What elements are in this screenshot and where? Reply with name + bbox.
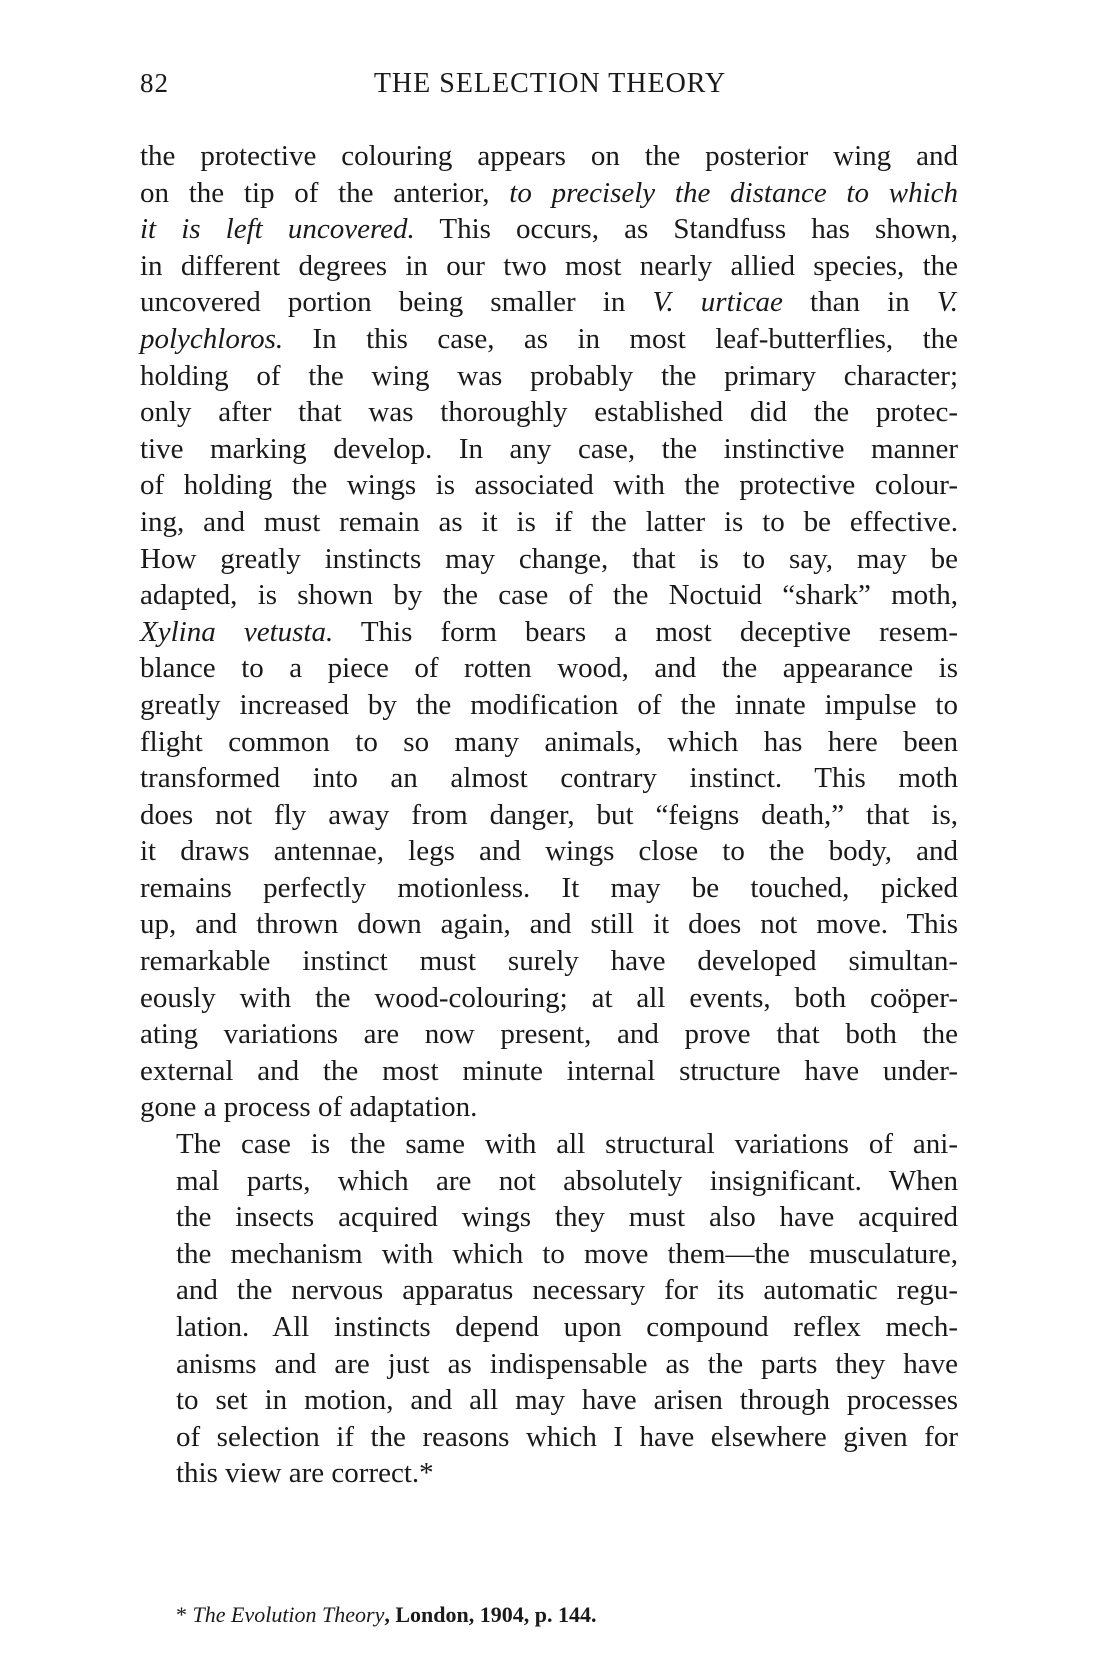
italic-run: to precisely the distance to which <box>509 176 958 209</box>
paragraph-2 <box>140 1126 958 1492</box>
text-line <box>140 943 958 980</box>
italic-run: V. <box>936 286 958 319</box>
text-run: in different degrees in our two most nearly allied species, the <box>140 249 958 282</box>
text-run: flight common to so many animals, which has here been <box>140 725 958 758</box>
page-number: 82 <box>140 68 169 98</box>
text-line <box>140 175 958 212</box>
text-line <box>140 358 958 395</box>
text-line <box>140 760 958 797</box>
text-line <box>140 248 958 285</box>
text-line <box>140 284 958 321</box>
page-header <box>140 68 960 112</box>
text-line <box>140 577 958 614</box>
paragraph-1 <box>140 138 958 1126</box>
footnote-title: The Evolution Theory <box>192 1602 385 1627</box>
text-line <box>140 138 958 175</box>
text-run: The case is the same with all structural variations of ani- <box>176 1128 958 1161</box>
italic-run: it is left uncovered. <box>140 213 415 246</box>
text-line <box>140 1272 958 1309</box>
text-line <box>140 321 958 358</box>
text-line <box>140 431 958 468</box>
text-run: the mechanism with which to move them—the musculature, <box>176 1237 958 1270</box>
text-run: eously with the wood-colouring; at all events, both coöper- <box>140 981 958 1014</box>
text-line <box>140 1455 958 1492</box>
text-run: greatly increased by the modification of the innate impulse to <box>140 688 958 721</box>
text-run: mal parts, which are not absolutely insignificant. When <box>176 1164 958 1197</box>
footnote-marker: * <box>176 1602 193 1627</box>
text-run: of selection if the reasons which I have elsewhere given for <box>176 1420 958 1453</box>
footnote-publication: , London, 1904, p. 144. <box>384 1602 597 1627</box>
footnote <box>176 1602 876 1628</box>
text-line <box>140 724 958 761</box>
text-run: remains perfectly motionless. It may be touched, picked <box>140 871 958 904</box>
text-run: than in <box>782 286 937 319</box>
text-run: This form bears a most deceptive resem- <box>333 615 958 648</box>
text-run: adapted, is shown by the case of the Noctuid “shark” moth, <box>140 579 958 612</box>
text-run: This occurs, as Standfuss has shown, <box>414 213 958 246</box>
text-line <box>140 614 958 651</box>
text-line <box>140 1236 958 1273</box>
text-line <box>140 833 958 870</box>
text-run: lation. All instincts depend upon compound reflex mech- <box>176 1311 958 1343</box>
text-run: it draws antennae, legs and wings close to the body, and <box>140 835 958 868</box>
text-line <box>140 467 958 504</box>
text-line <box>140 394 958 431</box>
text-line <box>140 1163 958 1200</box>
text-run: and the nervous apparatus necessary for its automatic regu- <box>176 1274 958 1307</box>
text-run: on the tip of the anterior, <box>140 176 510 209</box>
text-run: does not fly away from danger, but “feigns death,” that is, <box>140 798 958 831</box>
text-run: external and the most minute internal structure have under- <box>140 1054 958 1087</box>
text-line <box>140 650 958 687</box>
text-line <box>140 1382 958 1419</box>
text-line <box>140 541 958 578</box>
body-text <box>140 138 958 1492</box>
text-line <box>140 797 958 834</box>
text-run: the protective colouring appears on the posterior wing and <box>140 140 958 172</box>
text-line <box>140 1419 958 1456</box>
text-run: In this case, as in most leaf-butterflies, the <box>283 322 958 355</box>
text-run: How greatly instincts may change, that is to say, may be <box>140 542 958 575</box>
text-line <box>140 1199 958 1236</box>
text-run: gone a process of adaptation. <box>140 1091 478 1124</box>
text-line <box>140 1016 958 1053</box>
text-line <box>140 980 958 1017</box>
italic-run: V. urticae <box>652 286 783 319</box>
text-run: of holding the wings is associated with the protective colour- <box>140 469 958 502</box>
text-line <box>140 870 958 907</box>
text-line <box>140 211 958 248</box>
text-line <box>140 1346 958 1383</box>
italic-run: Xylina vetusta. <box>140 615 334 648</box>
text-line <box>140 1053 958 1090</box>
text-run: the insects acquired wings they must also have acquired <box>176 1201 958 1234</box>
text-run: holding of the wing was probably the primary character; <box>140 359 958 392</box>
text-line <box>140 504 958 541</box>
text-run: up, and thrown down again, and still it does not move. This <box>140 908 958 941</box>
text-run: transformed into an almost contrary instinct. This moth <box>140 762 958 795</box>
text-run: ating variations are now present, and prove that both the <box>140 1018 958 1051</box>
text-line <box>140 1309 958 1346</box>
text-line <box>140 1089 958 1126</box>
text-run: only after that was thoroughly established did the protec- <box>140 396 958 429</box>
text-run: tive marking develop. In any case, the instinctive manner <box>140 432 958 465</box>
text-line <box>140 687 958 724</box>
running-head: THE SELECTION THEORY <box>373 68 727 99</box>
text-line <box>140 906 958 943</box>
italic-run: polychloros. <box>140 322 284 355</box>
text-run: ing, and must remain as it is if the latter is to be effective. <box>140 505 958 538</box>
text-line <box>140 1126 958 1163</box>
text-run: uncovered portion being smaller in <box>140 286 653 319</box>
text-run: to set in motion, and all may have arisen through processes <box>176 1384 958 1417</box>
text-run: anisms and are just as indispensable as the parts they have <box>176 1347 958 1380</box>
text-run: remarkable instinct must surely have developed simultan- <box>140 945 958 978</box>
text-run: blance to a piece of rotten wood, and the appearance is <box>140 652 958 685</box>
text-run: this view are correct.* <box>176 1457 434 1490</box>
